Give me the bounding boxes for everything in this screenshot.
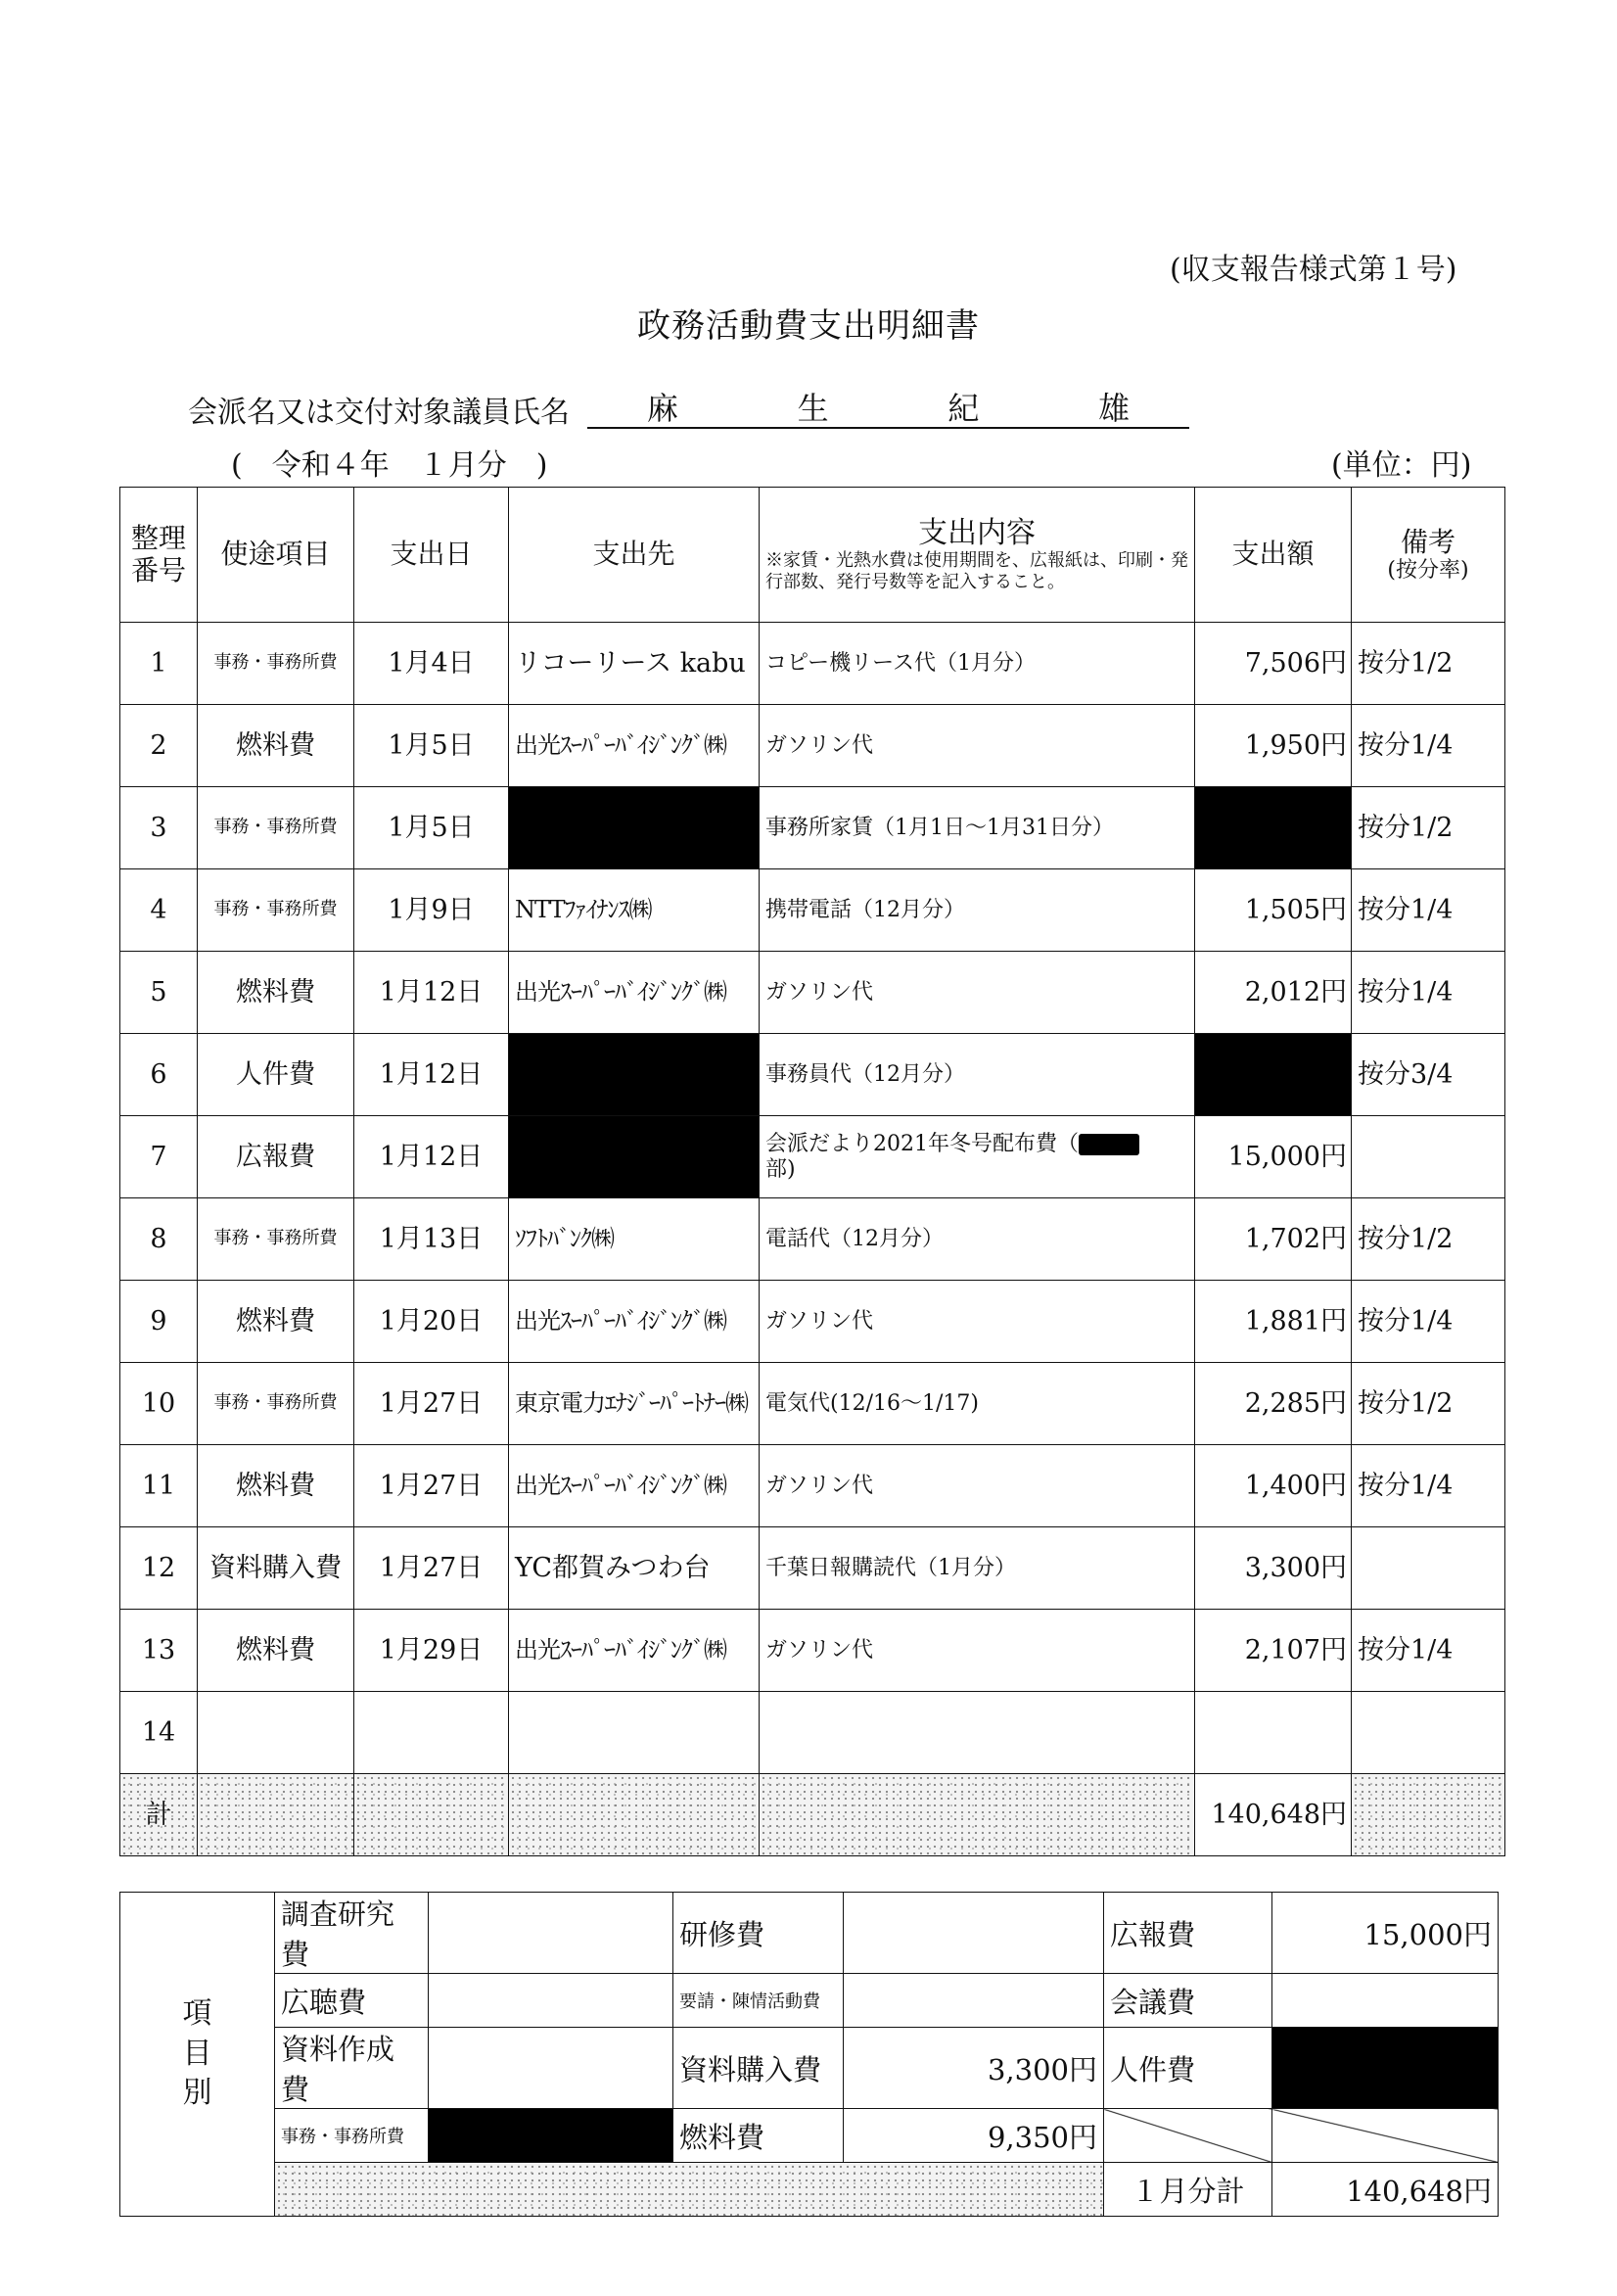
row-content: ガソリン代 [760,1610,1195,1692]
row-amount: 1,400円 [1195,1445,1352,1527]
row-category: 燃料費 [198,1610,354,1692]
summary-row [120,2028,1499,2109]
header-remark [1352,488,1505,623]
summary-row [120,2163,1499,2217]
row-amount: 15,000円 [1195,1116,1352,1198]
redacted-vendor [509,787,760,869]
summary-label: 資料購入費 [673,2028,844,2109]
row-vendor: 東京電力ｴﾅｼﾞｰﾊﾟｰﾄﾅｰ㈱ [509,1363,760,1445]
masked-cell [275,2163,1104,2217]
header-remark-title: 備考 [1400,525,1455,558]
row-vendor: 出光ｽｰﾊﾟｰﾊﾞｲｼﾞﾝｸﾞ㈱ [509,705,760,787]
row-category: 燃料費 [198,705,354,787]
row-no: 2 [120,705,198,787]
table-row [120,1527,1505,1610]
row-no: 3 [120,787,198,869]
row-category: 事務・事務所費 [198,623,354,705]
row-date: 1月12日 [354,1034,509,1116]
row-vendor: 出光ｽｰﾊﾟｰﾊﾞｲｼﾞﾝｸﾞ㈱ [509,1281,760,1363]
summary-label: 燃料費 [673,2109,844,2163]
header-vendor: 支出先 [509,488,760,623]
name-char: 雄 [1098,390,1131,427]
table-row [120,1692,1505,1774]
row-remark: 按分1/2 [1352,1198,1505,1281]
row-remark: 按分1/4 [1352,869,1505,952]
row-no: 14 [120,1692,198,1774]
row-content: ガソリン代 [760,705,1195,787]
row-category: 事務・事務所費 [198,1363,354,1445]
redacted-value [429,2109,673,2163]
row-date: 1月12日 [354,952,509,1034]
row-content [760,1116,1195,1198]
row-date: 1月27日 [354,1445,509,1527]
header-content [760,488,1195,623]
name-char: 生 [797,390,829,427]
row-amount: 1,881円 [1195,1281,1352,1363]
row-date: 1月27日 [354,1363,509,1445]
summary-value: 15,000円 [1272,1893,1499,1974]
unit-label: (単位：円) [1331,448,1472,483]
summary-label: 広聴費 [275,1974,429,2028]
row-vendor: 出光ｽｰﾊﾟｰﾊﾞｲｼﾞﾝｸﾞ㈱ [509,1445,760,1527]
table-row [120,1610,1505,1692]
row-category: 事務・事務所費 [198,869,354,952]
row-vendor: リコーリース kabu [509,623,760,705]
row-category: 事務・事務所費 [198,1198,354,1281]
row-remark: 按分1/2 [1352,1363,1505,1445]
summary-value: 3,300円 [844,2028,1104,2109]
row-remark [1352,1116,1505,1198]
form-number: (収支報告様式第１号) [1170,253,1457,287]
row-remark: 按分1/2 [1352,787,1505,869]
row-date: 1月12日 [354,1116,509,1198]
row-no: 9 [120,1281,198,1363]
row-vendor: 出光ｽｰﾊﾟｰﾊﾞｲｼﾞﾝｸﾞ㈱ [509,1610,760,1692]
table-row [120,952,1505,1034]
redacted-amount [1195,1034,1352,1116]
row-remark: 按分1/4 [1352,1281,1505,1363]
row-content: ガソリン代 [760,1445,1195,1527]
header-content-note: ※家賃・光熱水費は使用期間を、広報紙は、印刷・発行部数、発行号数等を記入すること。 [765,550,1188,592]
row-no: 12 [120,1527,198,1610]
row-no: 11 [120,1445,198,1527]
strike-cell [1104,2109,1272,2163]
row-vendor: ｿﾌﾄﾊﾞﾝｸ㈱ [509,1198,760,1281]
summary-value [844,1893,1104,1974]
period: ( 令和４年 １月分 ) [231,448,548,483]
summary-label: 広報費 [1104,1893,1272,1974]
row-category: 広報費 [198,1116,354,1198]
row-amount: 3,300円 [1195,1527,1352,1610]
table-row [120,1034,1505,1116]
row-remark: 按分1/2 [1352,623,1505,705]
masked-cell [354,1774,509,1856]
summary-value: 9,350円 [844,2109,1104,2163]
summary-side-label: 項目別 [120,1893,275,2217]
month-total-label: １月分計 [1104,2163,1272,2217]
header-content-title: 支出内容 [918,515,1036,550]
header-amount: 支出額 [1195,488,1352,623]
row-date: 1月29日 [354,1610,509,1692]
member-name [587,384,1189,429]
redacted-value [1272,2028,1499,2109]
row-vendor [509,1692,760,1774]
total-amount: 140,648円 [1195,1774,1352,1856]
content-text: 会派だより2021年冬号配布費（ [765,1132,1079,1157]
row-amount: 1,505円 [1195,869,1352,952]
row-amount: 1,702円 [1195,1198,1352,1281]
row-remark [1352,1692,1505,1774]
row-content [760,1692,1195,1774]
row-content: コピー機リース代（1月分） [760,623,1195,705]
name-char: 紀 [947,390,980,427]
masked-cell [509,1774,760,1856]
row-remark: 按分1/4 [1352,1445,1505,1527]
row-content: 携帯電話（12月分） [760,869,1195,952]
row-date: 1月5日 [354,705,509,787]
row-vendor: NTTﾌｧｲﾅﾝｽ㈱ [509,869,760,952]
summary-row [120,1974,1499,2028]
row-date: 1月27日 [354,1527,509,1610]
row-category: 事務・事務所費 [198,787,354,869]
row-remark: 按分1/4 [1352,1610,1505,1692]
redacted-amount [1195,787,1352,869]
masked-cell [198,1774,354,1856]
header-category: 使途項目 [198,488,354,623]
header-date: 支出日 [354,488,509,623]
table-row [120,787,1505,869]
row-remark: 按分3/4 [1352,1034,1505,1116]
redaction-mark [1079,1134,1139,1155]
redacted-vendor [509,1116,760,1198]
table-header-row [120,488,1505,623]
expense-table [119,487,1505,1856]
summary-label: 会議費 [1104,1974,1272,2028]
name-char: 麻 [646,390,678,427]
summary-value [429,1974,673,2028]
row-content: 電気代(12/16～1/17) [760,1363,1195,1445]
month-total-value: 140,648円 [1272,2163,1499,2217]
masked-cell [1352,1774,1505,1856]
row-content: 千葉日報購読代（1月分） [760,1527,1195,1610]
row-no: 5 [120,952,198,1034]
summary-label: 資料作成費 [275,2028,429,2109]
total-row [120,1774,1505,1856]
table-row [120,1363,1505,1445]
row-category: 燃料費 [198,952,354,1034]
row-content: 電話代（12月分） [760,1198,1195,1281]
summary-row [120,2109,1499,2163]
summary-value [429,2028,673,2109]
category-summary-table [119,1892,1499,2217]
row-amount [1195,1692,1352,1774]
table-row [120,869,1505,952]
name-label: 会派名又は交付対象議員氏名 [188,396,570,430]
document-title: 政務活動費支出明細書 [637,306,980,346]
summary-label: 事務・事務所費 [275,2109,429,2163]
row-date: 1月5日 [354,787,509,869]
masked-cell [760,1774,1195,1856]
summary-value [1272,1974,1499,2028]
row-no: 1 [120,623,198,705]
row-vendor: 出光ｽｰﾊﾟｰﾊﾞｲｼﾞﾝｸﾞ㈱ [509,952,760,1034]
header-no: 整理番号 [120,488,198,623]
row-amount: 2,012円 [1195,952,1352,1034]
row-category: 燃料費 [198,1445,354,1527]
summary-label: 要請・陳情活動費 [673,1974,844,2028]
row-content: ガソリン代 [760,1281,1195,1363]
row-date: 1月4日 [354,623,509,705]
row-date: 1月13日 [354,1198,509,1281]
row-content: 事務所家賃（1月1日～1月31日分） [760,787,1195,869]
content-tail: 部) [765,1156,796,1182]
row-content: 事務員代（12月分） [760,1034,1195,1116]
summary-value [844,1974,1104,2028]
row-date: 1月9日 [354,869,509,952]
row-remark [1352,1527,1505,1610]
row-amount: 7,506円 [1195,623,1352,705]
summary-label: 人件費 [1104,2028,1272,2109]
row-no: 13 [120,1610,198,1692]
row-no: 4 [120,869,198,952]
row-remark: 按分1/4 [1352,705,1505,787]
redacted-vendor [509,1034,760,1116]
row-vendor: YC都賀みつわ台 [509,1527,760,1610]
row-no: 7 [120,1116,198,1198]
row-category: 資料購入費 [198,1527,354,1610]
table-row [120,1198,1505,1281]
row-amount: 2,107円 [1195,1610,1352,1692]
summary-label: 調査研究費 [275,1893,429,1974]
strike-cell [1272,2109,1499,2163]
row-category [198,1692,354,1774]
total-label: 計 [120,1774,198,1856]
summary-value [429,1893,673,1974]
row-amount: 2,285円 [1195,1363,1352,1445]
row-category: 燃料費 [198,1281,354,1363]
row-no: 6 [120,1034,198,1116]
row-no: 8 [120,1198,198,1281]
row-content: ガソリン代 [760,952,1195,1034]
summary-label: 研修費 [673,1893,844,1974]
row-no: 10 [120,1363,198,1445]
table-row [120,623,1505,705]
summary-row [120,1893,1499,1974]
row-amount: 1,950円 [1195,705,1352,787]
row-date [354,1692,509,1774]
row-date: 1月20日 [354,1281,509,1363]
table-row [120,1281,1505,1363]
row-category: 人件費 [198,1034,354,1116]
header-remark-sub: (按分率) [1387,557,1469,583]
row-remark: 按分1/4 [1352,952,1505,1034]
table-row [120,1445,1505,1527]
table-row [120,1116,1505,1198]
table-row [120,705,1505,787]
